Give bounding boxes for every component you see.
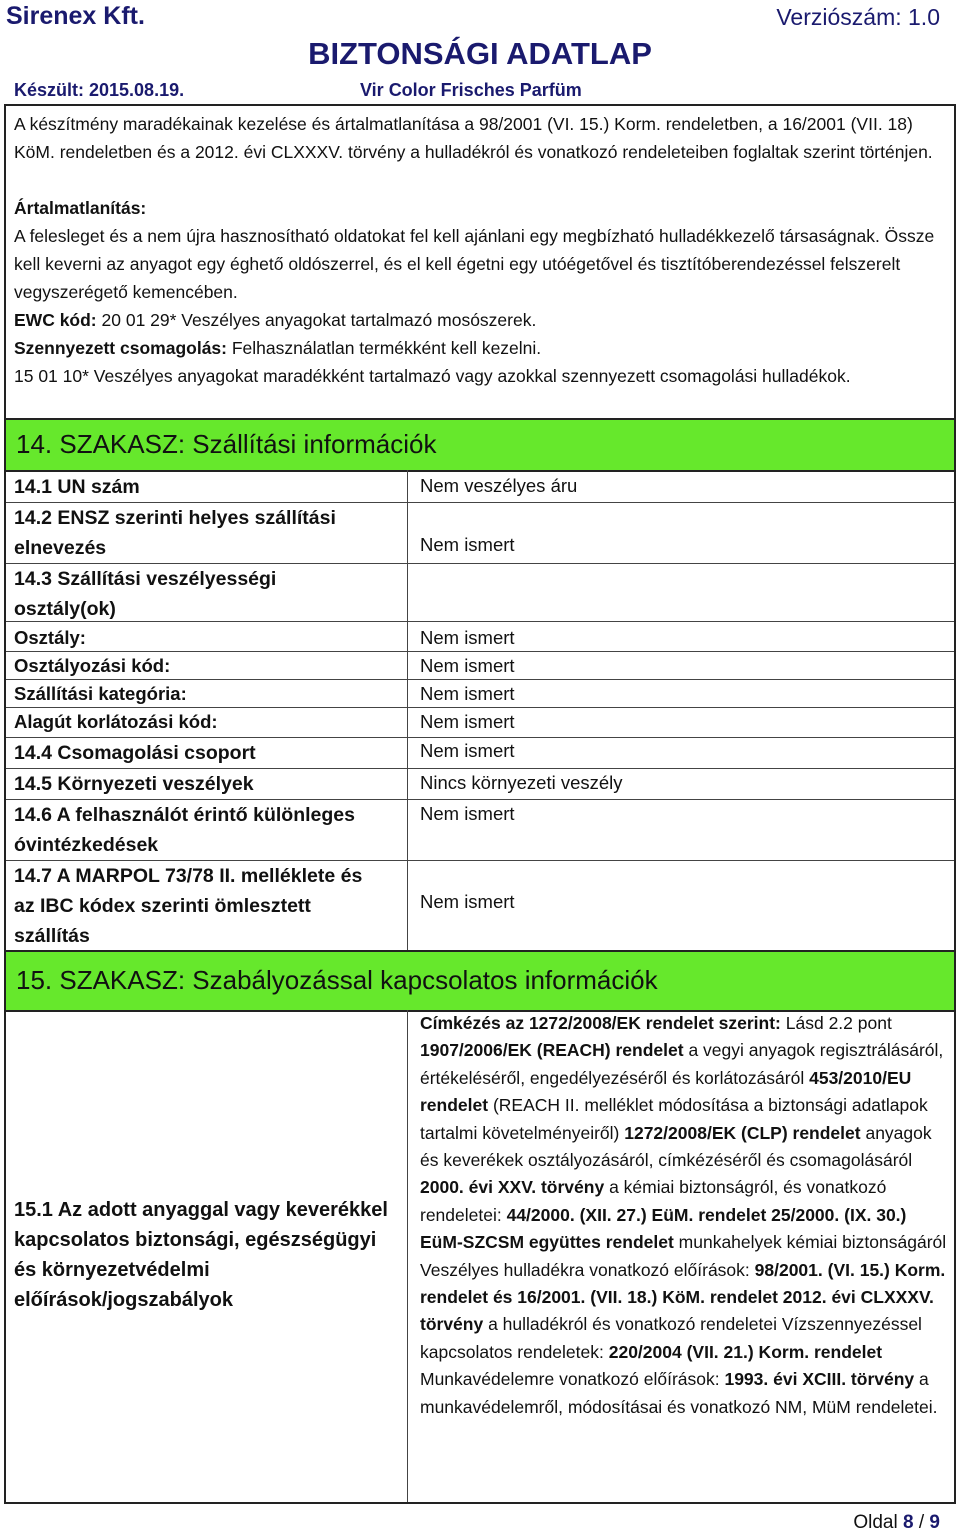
row-label: 14.6 A felhasználót érintő különleges óvintézkedések — [14, 804, 355, 856]
section-15-divider — [407, 1010, 408, 1502]
row-value: Nem ismert — [420, 740, 515, 761]
regulation-desc: munkahelyek kémiai biztonságáról Veszélyes hulladékra vonatkozó előírások: — [420, 1232, 947, 1280]
row-separator — [6, 621, 954, 622]
regulation-desc: a kémiai biztonságról, és vonatkozó rendeletei: — [420, 1177, 887, 1225]
regulation-ref: 2000. évi XXV. törvény — [420, 1177, 605, 1198]
regulation-desc: Lásd 2.2 pont — [780, 1013, 892, 1033]
row-value: Nem ismert — [420, 711, 515, 732]
regulation-desc: a vegyi anyagok regisztrálásáról, értékeléséről, engedélyezéséről és korlátozásáról — [420, 1040, 944, 1088]
packaging-label: Szennyezett csomagolás: — [14, 338, 227, 358]
row-label: Osztályozási kód: — [14, 655, 171, 676]
section-15-title: 15. SZAKASZ: Szabályozással kapcsolatos információk — [16, 965, 658, 995]
page-current: 8 — [903, 1512, 914, 1533]
regulation-ref: 44/2000. (XII. 27.) EüM. rendelet 25/2000. (IX. 30.) EüM-SZCSM együttes rendelet — [420, 1204, 907, 1253]
row-label: Osztály: — [14, 627, 86, 648]
row-label: 14.4 Csomagolási csoport — [14, 742, 256, 764]
regulations-text — [420, 1010, 948, 1421]
regulation-desc: a munkavédelemről, módosításai és vonatkozó NM, MüM rendeletei. — [420, 1369, 938, 1417]
regulation-desc: anyagok és keverékek osztályozásáról, címkézéséről és csomagolásáról — [420, 1122, 932, 1171]
section-14-header — [6, 418, 954, 472]
regulations-label: 15.1 Az adott anyaggal vagy keverékkel kapcsolatos biztonsági, egészségügyi és környezetvédelmi előírások/jogszabályok — [14, 1199, 388, 1311]
regulation-ref: 98/2001. (VI. 15.) Korm. rendelet és 16/2001. (VII. 18.) KöM. rendelet 2012. évi CLXXXV. törvény — [420, 1259, 946, 1335]
section-14-title: 14. SZAKASZ: Szállítási információk — [16, 429, 437, 459]
regulation-ref: 1993. évi XCIII. törvény — [724, 1369, 915, 1390]
row-value: Nem ismert — [420, 803, 515, 824]
row-value: Nem ismert — [420, 891, 515, 912]
row-value: Nem veszélyes áru — [420, 475, 578, 496]
regulation-ref: 1907/2006/EK (REACH) rendelet — [420, 1040, 684, 1061]
row-label: 14.5 Környezeti veszélyek — [14, 773, 254, 795]
regulation-ref: Címkézés az 1272/2008/EK rendelet szerint: — [420, 1013, 781, 1033]
regulation-desc: (REACH II. melléklet módosítása a biztonsági adatlapok tartalmi követelményeiről) — [420, 1095, 928, 1143]
page-number — [853, 1512, 940, 1534]
row-value: Nem ismert — [420, 534, 515, 555]
row-label: Szállítási kategória: — [14, 683, 187, 704]
header-product: Vir Color Frisches Parfüm — [360, 80, 582, 100]
regulation-ref: 220/2004 (VII. 21.) Korm. rendelet — [608, 1341, 883, 1362]
regulation-desc: Munkavédelemre vonatkozó előírások: — [420, 1369, 725, 1390]
header-date: Készült: 2015.08.19. — [14, 80, 185, 100]
regulation-ref: 453/2010/EU rendelet — [420, 1067, 912, 1116]
packaging-code: 15 01 10* Veszélyes anyagokat maradékként tartalmazó vagy azokkal szennyezett csomagolási hulladékok. — [14, 366, 851, 386]
ewc-label: EWC kód: — [14, 310, 97, 330]
row-value: Nem ismert — [420, 683, 515, 704]
page-total: 9 — [929, 1512, 940, 1533]
table-divider — [407, 470, 408, 950]
document-title: BIZTONSÁGI ADATLAP — [308, 36, 652, 71]
row-label: 14.1 UN szám — [14, 476, 140, 498]
waste-handling-paragraph: A készítmény maradékainak kezelése és ártalmatlanítása a 98/2001 (VI. 15.) Korm. rendeletben, a 16/2001 (VII. 18) KöM. rendeletben és a 2012. évi CLXXXV. törvény a hulladékról és vonatkozó rendeleteiben foglaltak szerint történjen. — [14, 114, 933, 162]
row-label: 14.3 Szállítási veszélyességi osztály(ok) — [14, 568, 277, 620]
ewc-paragraph — [14, 306, 944, 334]
packaging-text: Felhasználatlan termékként kell kezelni. — [226, 338, 542, 358]
row-value: Nem ismert — [420, 627, 515, 648]
disposal-label: Ártalmatlanítás: — [14, 198, 147, 218]
row-value: Nem ismert — [420, 655, 515, 676]
page-separator: / — [913, 1512, 930, 1533]
row-label: 14.7 A MARPOL 73/78 II. melléklete és az IBC kódex szerinti ömlesztett szállítás — [14, 865, 363, 947]
header-version: Verziószám: 1.0 — [776, 4, 940, 30]
regulation-desc: a hulladékról és vonatkozó rendeletei Vízszennyezéssel kapcsolatos rendeletek: — [420, 1314, 922, 1362]
disposal-text: A felesleget és a nem újra hasznosítható oldatokat fel kell ajánlani egy megbízható hulladékkezelő társaságnak. Össze kell keverni az anyagot egy éghető oldószerrel, és el kell égetni egy utóégetővel és tisztítóberendezéssel felszerelt vegyszerégető kemencében. — [14, 226, 935, 302]
ewc-text: 20 01 29* Veszélyes anyagokat tartalmazó mosószerek. — [96, 310, 537, 330]
row-value: Nincs környezeti veszély — [420, 772, 623, 793]
header-company: Sirenex Kft. — [6, 2, 145, 30]
regulation-ref: 1272/2008/EK (CLP) rendelet — [624, 1122, 861, 1143]
page-label: Oldal — [853, 1512, 903, 1533]
row-label: Alagút korlátozási kód: — [14, 711, 218, 732]
section-15-header — [6, 950, 954, 1012]
row-label: 14.2 ENSZ szerinti helyes szállítási elnevezés — [14, 507, 336, 559]
packaging-paragraph — [14, 334, 944, 362]
